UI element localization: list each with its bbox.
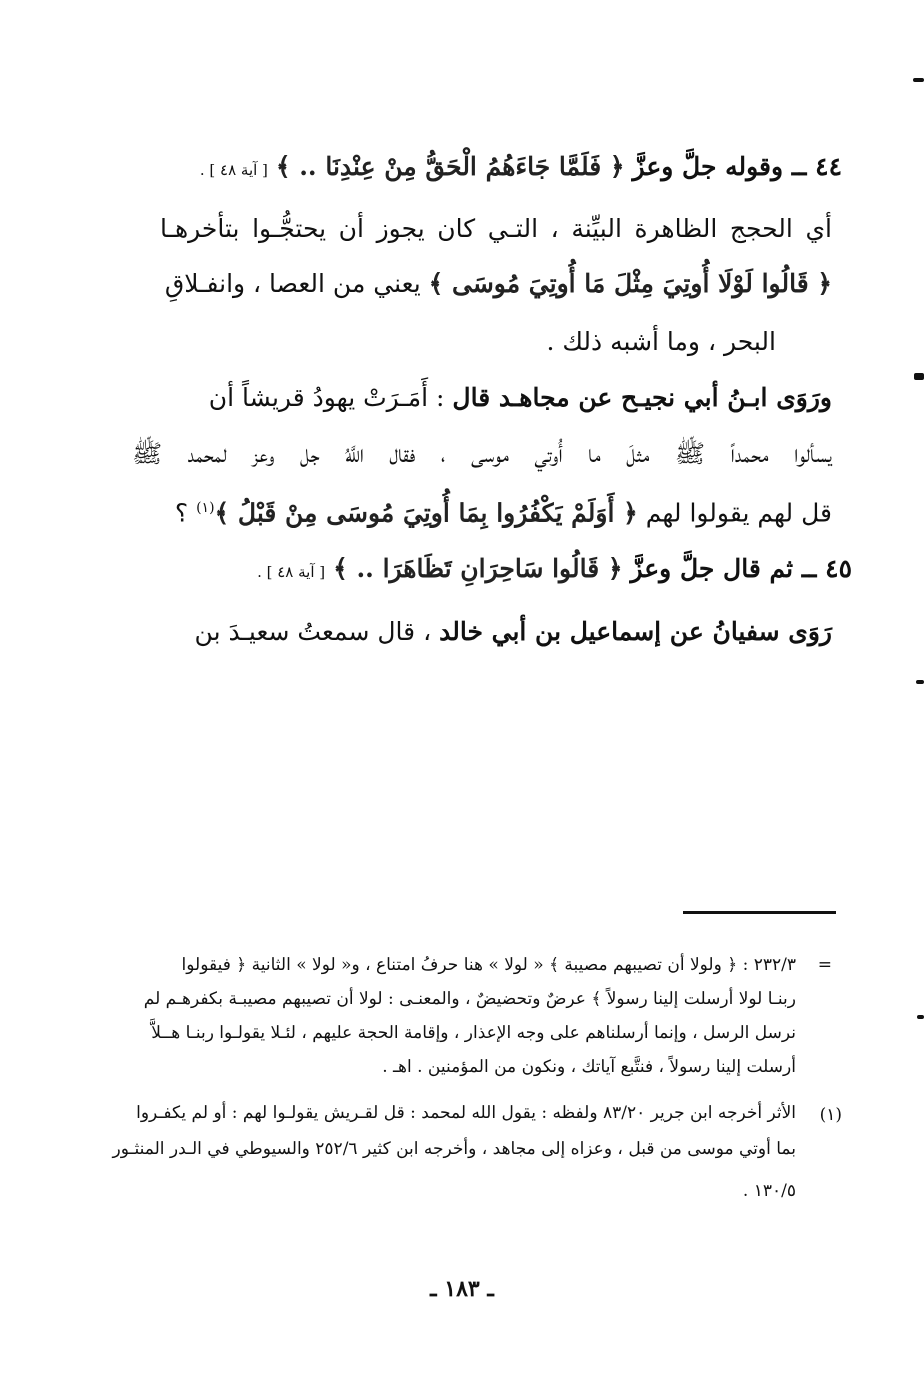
narrator-2: رَوَى سفيانُ عن إسماعيل بن أبي خالد [439, 617, 832, 646]
verse-45-prefix: ٤٥ ــ ثم قال جلَّ وعزَّ [630, 554, 852, 583]
body-line-4 [376, 322, 776, 362]
body-line-9-rest: ، قال سمعتُ سعيـدَ بن [194, 617, 432, 646]
footnote-continuation-marker: = [817, 955, 832, 975]
scan-edge-mark [916, 680, 924, 684]
body-line-2-text: أي الحجج الظاهرة البيِّنة ، التـي كان يجوز أن يحتجُّـوا بتأخرهـا [160, 214, 832, 243]
scan-edge-mark [914, 373, 924, 380]
body-line-3 [132, 264, 832, 304]
footnote-cont-line-2: ربنـا لولا أرسلت إلينا رسولاً ﴾ عرضٌ وتحضيضٌ ، والمعنـى : لولا أن تصيبهم مصيبـة بكفرهـم لم [143, 989, 796, 1009]
body-line-7-prefix: قل لهم يقولوا لهم [645, 498, 832, 528]
body-line-2 [160, 209, 832, 249]
footnote-1-line-3: ١٣٠/٥ . [742, 1181, 796, 1201]
body-line-5 [132, 378, 832, 418]
body-line-3-rest: يعني من العصا ، وانفـلاقِ [164, 269, 421, 298]
body-line-5-rest: : أَمَـرَتْ يهودُ قريشاً أن [208, 383, 445, 412]
footnote-separator [683, 911, 836, 914]
verse-44-prefix: ٤٤ ــ وقوله جلَّ وعزَّ [632, 152, 842, 181]
footnote-cont-line-3: نرسل الرسل ، وإنما أرسلناهم على وجه الإعذار ، وإقامة الحجة عليهم ، لئـلا يقولـوا ربنـا هــلاَّ [151, 1023, 796, 1043]
verse-45-heading [92, 549, 852, 592]
page-number: ـ ١٨٣ ـ [430, 1276, 494, 1302]
narrator-1: ورَوَى ابـنُ أبي نجيـح عن مجاهـد قال [452, 383, 832, 412]
footnote-1-line-1: الأثر أخرجه ابن جرير ٨٣/٢٠ ولفظه : يقول الله لمحمد : قل لقـريش يقولـوا لهم : أو لم يكفـروا [136, 1103, 796, 1123]
body-line-6 [132, 434, 832, 474]
verse-44-heading [82, 147, 842, 190]
verse-45-ref: [ آية ٤٨ ] . [257, 563, 326, 581]
body-line-6-text: يسألوا محمداً ﷺ مثلَ ما أُوتي موسى ، فقال اللَّهُ جل وعز لمحمد ﷺ [132, 439, 832, 468]
scan-edge-mark [917, 1015, 924, 1019]
footnote-1-line-2: بما أوتي موسى من قبل ، وعزاه إلى مجاهد ، وأخرجه ابن كثير ٢٥٢/٦ والسيوطي في الـدر المنثـور [112, 1139, 796, 1159]
quran-quote-2: ﴿ أَوَلَمْ يَكْفُرُوا بِمَا أُوتِيَ مُوسَى مِنْ قَبْلُ ﴾ [214, 498, 638, 528]
quran-quote-1: ﴿ قَالُوا لَوْلَا أُوتِيَ مِثْلَ مَا أُوتِيَ مُوسَى ﴾ [428, 269, 832, 298]
verse-45-quote: ﴿ قَالُوا سَاحِرَانِ تَظَاهَرَا .. ﴾ [333, 554, 623, 583]
footnote-ref-1[interactable]: (١) [196, 500, 215, 516]
body-line-7-end: ؟ [174, 498, 189, 528]
footnote-1-marker: (١) [819, 1105, 842, 1125]
body-line-4-text: البحر ، وما أشبه ذلك . [546, 327, 776, 356]
verse-44-ref: [ آية ٤٨ ] . [199, 161, 268, 179]
footnote-cont-line-4: أرسلت إلينا رسولاً ، فنتَّبع آياتك ، ونكون من المؤمنين . اهـ . [382, 1057, 796, 1077]
body-line-7 [132, 488, 832, 533]
footnote-cont-line-1: ٢٣٢/٣ : ﴿ ولولا أن تصيبهم مصيبة ﴾ « لولا » هنا حرفُ امتناع ، و« لولا » الثانية ﴿ فيقولوا [181, 955, 796, 975]
scan-edge-mark [913, 78, 924, 82]
body-line-9 [132, 612, 832, 652]
verse-44-quote: ﴿ فَلَمَّا جَاءَهُمُ الْحَقُّ مِنْ عِنْدِنَا .. ﴾ [275, 152, 625, 181]
